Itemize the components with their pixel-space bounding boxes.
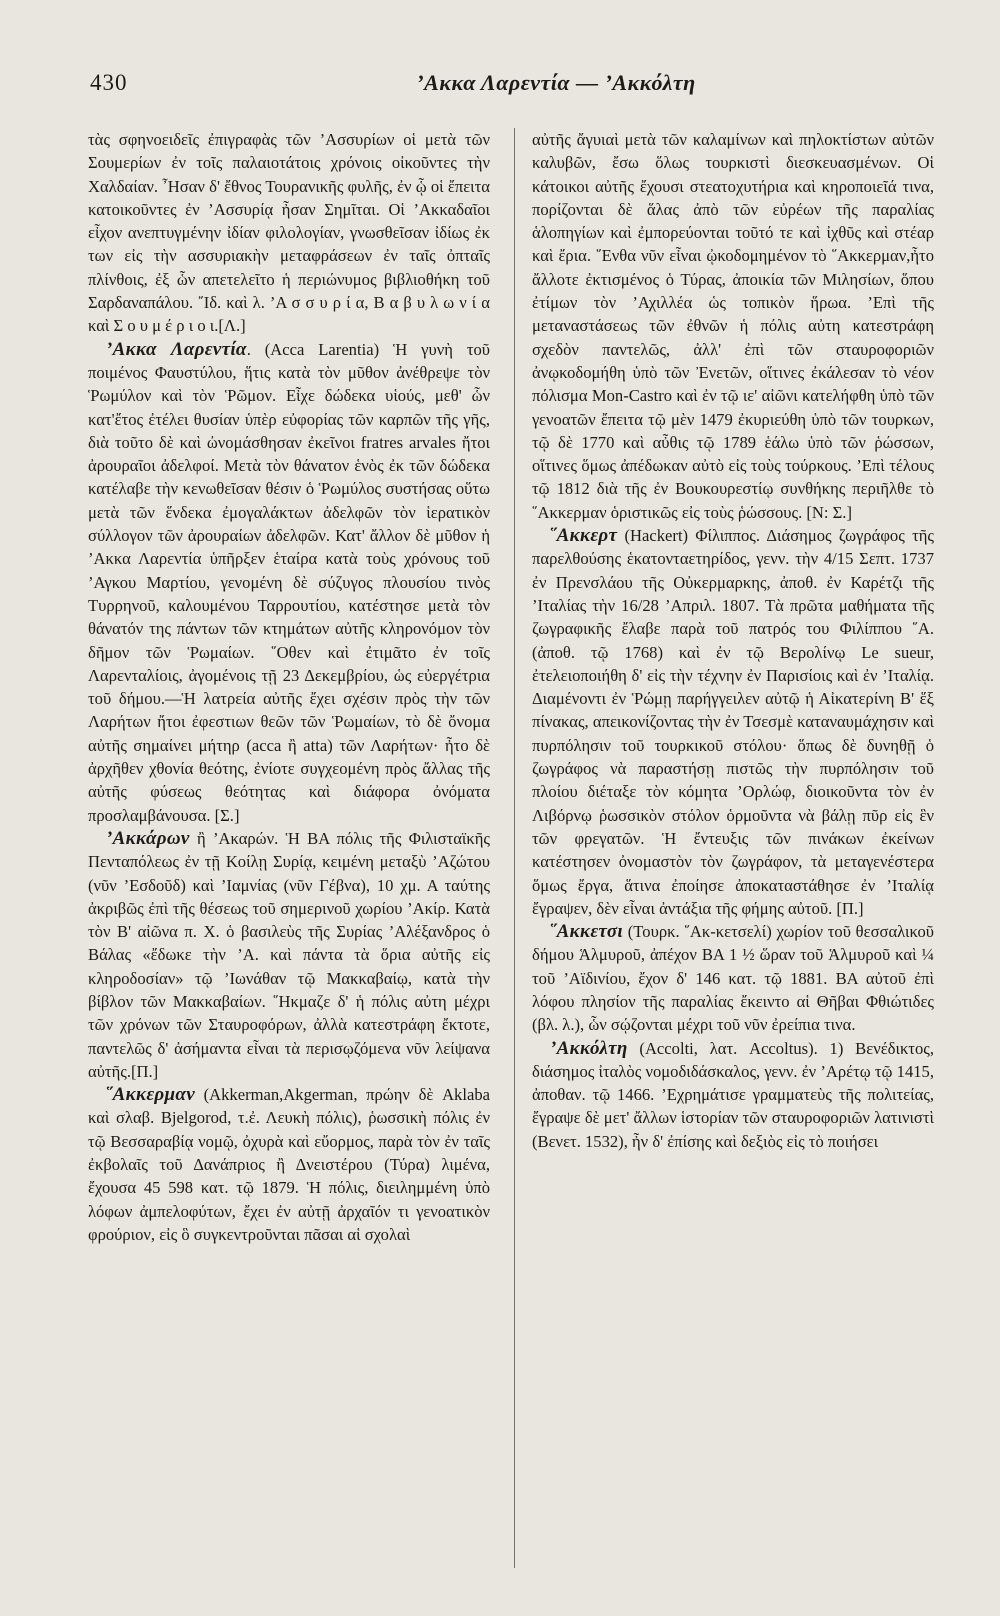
- entry-accolti: [532, 1037, 934, 1153]
- entry-body: αὐτῆς ἄγυιαὶ μετὰ τῶν καλαμίνων καὶ πηλοκτίστων αὐτῶν καλυβῶν, ἔσω ὅλως τουρκιστὶ διεσκευασμένων. Οἱ κάτοικοι αὐτῆς ἔχουσι στεατοχυτήρια καὶ κηροποιεῖά τινα, πορίζονται δὲ ἅλας ἀπὸ τῶν εὐρέων τῆς παραλίας ἁλοπηγίων καὶ ἐμπορεύονται τοῦτό τε καὶ ἰχθῦς καὶ στέαρ καὶ ἔρια. ῞Ενθα νῦν εἶναι ᾠκοδομημένον τὸ ῞Ακκερμαν,ἦτο ἄλλοτε ἐκτισμένος ὁ Τύρας, ἀποικία τῶν Μιλησίων, ὅπου ἐτίμων τὸν ’Αχιλλέα ὡς τοπικὸν ἥρωα. ’Επὶ τῆς μεταναστάσεως τῶν ἐθνῶν ἡ πόλις αὐτη κατεστράφη σχεδὸν παντελῶς, ἀλλ' ἐπὶ τῶν σταυροφοριῶν ἀνῳκοδομήθη ὑπὸ τῶν Ἐνετῶν, οἵτινες ἐκάλεσαν τὸ νέον πόλισμα Mon-Castro καὶ ἐν τῷ ιε' αἰῶνι κατελήφθη ὑπὸ τῶν γενοατῶν ἔπειτα τῷ μὲν 1479 ἐκυριεύθη ὑπὸ τῶν τουρκων, τῷ δὲ 1770 καὶ αὖθις τῷ 1789 ἑάλω ὑπὸ τῶν ῥώσσων, οἵτινες ὅμως ἀπέδωκαν αὐτὸ εἰς τοὺς τούρκους. ’Επὶ τέλους τῷ 1812 διὰ τῆς ἐν Βουκουρεστίῳ συνθήκης περιῆλθε τὸ ῞Ακκερμαν ὁριστικῶς εἰς τοὺς ῥώσσους. [N: Σ.]: [532, 130, 934, 522]
- entry-continuation: [88, 128, 490, 338]
- entry-body: (Accolti, λατ. Accoltus). 1) Βενέδικτος, διάσημος ἰταλὸς νομοδιδάσκαλος, γενν. ἐν ’Αρέτῳ τῷ 1415, ἀποθαν. τῷ 1466. ’Εχρημάτισε γραμματεὺς τῆς πολιτείας, ἔγραψε δὲ μετ' ἄλλων ἱστορίαν τῶν σταυροφοριῶν λατινιστὶ (Βενετ. 1532), ἦν δ' ἐπίσης καὶ δεξιὸς εἰς τὸ ποιήσει: [532, 1038, 934, 1151]
- entry-hackert: [532, 524, 934, 920]
- running-title: ’Ακκα Λαρεντία — ’Ακκόλτη: [416, 70, 696, 95]
- entry-acca-larentia: [88, 338, 490, 827]
- entry-akketsi: [532, 920, 934, 1036]
- left-column: [88, 128, 490, 1246]
- entry-body: (Τουρκ. ῞Ακ-κετσελί) χωρίον τοῦ θεσσαλικοῦ δήμου Ἁλμυροῦ, ἀπέχον ΒΑ 1 ½ ὥραν τοῦ Ἁλμυροῦ καὶ ¼ τοῦ ’Αϊδινίου, ἔχον δ' 146 κατ. τῷ 1881. ΒΑ αὐτοῦ ἐπὶ λόφου πλησίον τῆς παραλίας ἔκειντο αἱ Θῆβαι Φθιώτιδες (βλ. λ.), ὧν σῴζονται μέχρι τοῦ νῦν ἐρείπια τινα.: [532, 922, 934, 1035]
- column-divider: [514, 128, 515, 1568]
- page-header: [86, 70, 866, 110]
- entry-body: . (Acca Larentia) Ἡ γυνὴ τοῦ ποιμένος Φαυστύλου, ἥτις κατὰ τὸν μῦθον ἀνέθρεψε τὸν Ῥωμύλον καὶ τὸν Ῥῶμον. Εἶχε δώδεκα υἱούς, μεθ' ὧν κατ'ἔτος ἐτέλει θυσίαν ὑπὲρ εὐφορίας τῶν καρπῶν τῆς γῆς, διὰ τοῦτο δὲ καὶ ὠνομάσθησαν ἐκεῖνοι fratres arvales ἤτοι ἀρουραῖοι ἀδελφοί. Μετὰ τὸν θάνατον ἑνὸς ἐκ τῶν δώδεκα κατέλαβε τὴν κενωθεῖσαν θέσιν ὁ Ῥωμύλος συστήσας οὕτω μετὰ τῶν ἕνδεκα ἐμογαλάκτων ἀδελφῶν τὸν ἱερατικὸν σύλλογον τῶν ἀρουραίων ἀδελφῶν. Κατ' ἄλλον δὲ μῦθον ἡ ’Ακκα Λαρεντία ὑπῆρξεν ἑταίρα κατὰ τοὺς χρόνους τοῦ ’Αγκου Μαρτίου, γενομένη δὲ σύζυγος πλουσίου τινὸς Τυρρηνοῦ, καλουμένου Ταρρουτίου, κατέστησε μετὰ τὸν θάνατόν της πάντων τῶν κτημάτων αὐτῆς κληρονόμον τὸν δῆμον τῶν Ῥωμαίων. ῞Οθεν καὶ ἐτιμᾶτο ἐν τοῖς Λαρενταλίοις, ἀγομένοις τῇ 23 Δεκεμβρίου, ὡς εὐεργέτρια τοῦ δήμου.—Ἡ λατρεία αὐτῆς ἔχει σχέσιν πρὸς τὴν τῶν Λαρήτων ἤτοι ἐφεστιων θεῶν τῶν Ῥωμαίων, τὸ δὲ ὄνομα αὐτῆς σημαίνει μήτηρ (acca ἢ atta) τῶν Λαρήτων· ἦτο δὲ ἀρχῆθεν χθονία θεότης, ἐνίοτε συγχεομένη πρὸς ἄλλας τῆς αὐτῆς φύσεως θεότητας καὶ διάφορα ὀνόματα προσλαμβάνουσα. [Σ.]: [88, 339, 490, 825]
- entry-continuation: [532, 128, 934, 524]
- entry-headword: ῞Ακκετσι: [550, 921, 624, 943]
- entry-headword: ῞Ακκερμαν: [106, 1084, 195, 1106]
- entry-headword: ’Ακκα Λαρεντία: [106, 338, 247, 360]
- entry-body: (Hackert) Φίλιππος. Διάσημος ζωγράφος τῆς παρελθούσης ἑκατονταετηρίδος, γενν. τὴν 4/15 Σεπτ. 1737 ἐν Πρενσλάου τῆς Οὐκερμαρκης, ἀποθ. ἐν Καρέτζι τῆς ’Ιταλίας τὴν 16/28 ’Απριλ. 1807. Τὰ πρῶτα μαθήματα τῆς ζωγραφικῆς ἔλαβε παρὰ τοῦ πατρός του Φιλίππου ῞Α. (ἀποθ. τῷ 1768) καὶ ἐν τῷ Βερολίνῳ Le sueur, ἐτελειοποιήθη δ' εἰς τὴν τέχνην ἐν Παρισίοις καὶ ἐν ’Ιταλίᾳ. Διαμένοντι ἐν Ῥώμῃ παρήγγειλεν αὐτῷ ἡ Αἰκατερίνη Β' ἕξ πίνακας, απεικονίζοντας τὴν ἐν Τσεσμὲ καταναυμάχησιν καὶ πυρπόλησιν τοῦ τουρκικοῦ στόλου· ὅπως δὲ δυνηθῇ ὁ ζωγράφος νὰ παραστήσῃ πιστῶς τὴν πυρπόλησιν τοῦ πλοίου διέταξε τὸν κόμητα ’Ορλώφ, διοικοῦντα τὸν ἐν Λιβόρνῳ ῥωσσικὸν στόλον ὁρμοῦντα νὰ βάλῃ πῦρ εἰς ἓν τῶν φρεγατῶν. Ἡ ἔντευξις τῶν πινάκων ἐκείνων κατέστησεν ὀνομαστὸν τὸν ζωγράφον, τὰ μεταγενέστερα ὅμως ἔργα, ἅτινα ἐποίησε ἀποκαταστάθησε ἐν ’Ιταλίᾳ ἔγραψεν, δὲν εἶναι ἀντάξια τῆς φήμης αὐτοῦ. [Π.]: [532, 526, 934, 918]
- entry-headword: ’Ακκάρων: [106, 827, 190, 849]
- entry-headword: ῞Ακκερτ: [550, 525, 618, 547]
- right-column: [532, 128, 934, 1153]
- entry-body: ἢ ’Ακαρών. Ἡ ΒΑ πόλις τῆς Φιλισταϊκῆς Πενταπόλεως ἐν τῇ Κοίλῃ Συρίᾳ, κειμένη μεταξὺ ’Αζώτου (νῦν ’Εσδοῦδ) καὶ ’Ιαμνίας (νῦν Γέβνα), 10 χμ. Α ταύτης ἀκριβῶς ἐπὶ τῆς θέσεως τοῦ σημερινοῦ χωρίου ’Ακίρ. Κατὰ τὸν Β' αἰῶνα π. Χ. ὁ βασιλεὺς τῆς Συρίας ’Αλέξανδρος ὁ Βάλας «ἔδωκε τὴν ’Α. καὶ πάντα τὰ ὅρια αὐτῆς εἰς κληροδοσίαν» τῷ ’Ιωνάθαν τῷ Μακκαβαίῳ, κατὰ τὴν βίβλον τῶν Μακκαβαίων. ῞Ηκμαζε δ' ἡ πόλις αὐτη μέχρι τῶν χρόνων τῶν Σταυροφόρων, ἀλλὰ κατεστράφη ἔκτοτε, παντελῶς δ' ἀσήμαντα εἶναι τὰ περισῳζόμενα νῦν λείψανα αὐτῆς.[Π.]: [88, 828, 490, 1081]
- page-number: 430: [90, 70, 128, 95]
- entry-headword: ’Ακκόλτη: [550, 1037, 628, 1059]
- entry-body: (Akkerman,Akgerman, πρώην δὲ Aklaba καὶ σλαβ. Bjelgorod, τ.ἐ. Λευκὴ πόλις), ῥωσσικὴ πόλις ἐν τῷ Βεσσαραβίᾳ νομῷ, ὀχυρὰ καὶ εὔορμος, παρὰ τὸν ἐν ταῖς ἐκβολαῖς τοῦ Δανάπριος ἢ Δνειστέρου (Τύρα) λιμένα, ἔχουσα 45 598 κατ. τῷ 1879. Ἡ πόλις, διειλημμένη ὑπὸ λόφων ἀμπελοφύτων, ἔχει ἐν αὐτῇ ἀρχαῖόν τι γενοατικὸν φρούριον, εἰς ὃ συγκεντροῦνται πᾶσαι αἱ σχολαὶ: [88, 1085, 490, 1244]
- entry-akkaron: [88, 827, 490, 1083]
- entry-akkerman: [88, 1083, 490, 1246]
- entry-body: τὰς σφηνοειδεῖς ἐπιγραφὰς τῶν ’Ασσυρίων οἱ μετὰ τῶν Σουμερίων ἐν τοῖς παλαιοτάτοις χρόνοις οἰκοῦντες τὴν Χαλδαίαν. ῏Ησαν δ' ἔθνος Τουρανικῆς φυλῆς, ἐν ᾧ οἱ ἔπειτα κατοικοῦντες ἐν ’Ασσυρίᾳ ἦσαν Σημῖται. Οἱ ’Ακκαδαῖοι εἶχον ανεπτυγμένην ἰδίαν φιλολογίαν, γνωσθεῖσαν ἰδίως ἐκ των εἰς τὴν ασσυριακὴν μεταφράσεων ἐν ταῖς ὀπταῖς πλίνθοις, ἐξ ὧν απετελεῖτο ἡ περιώνυμος βιβλιοθήκη τοῦ Σαρδαναπάλου. ῎Ιδ. καὶ λ. ’Α σ σ υ ρ ί α, Β α β υ λ ω ν ί α καὶ Σ ο υ μ έ ρ ι ο ι.[Λ.]: [88, 130, 490, 336]
